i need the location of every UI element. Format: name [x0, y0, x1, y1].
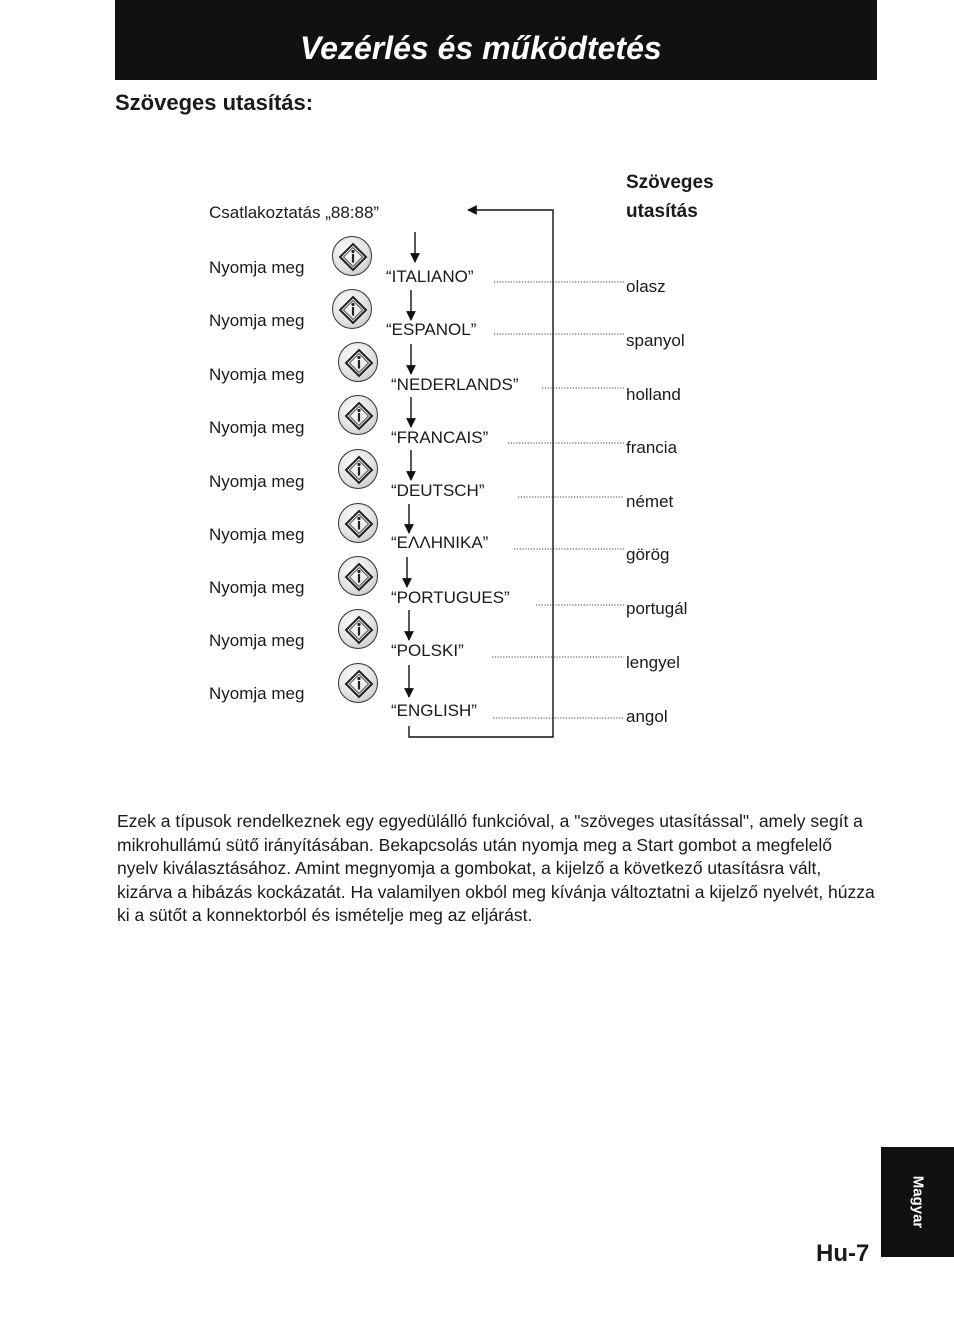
connect-label: Csatlakoztatás „88:88” — [209, 203, 380, 222]
column-heading-line-1: Szöveges — [626, 172, 714, 193]
display-text: “ITALIANO” — [386, 267, 474, 286]
section-heading: Szöveges utasítás: — [115, 90, 314, 115]
display-text: “ΕΛΛΗΝΙΚΑ” — [391, 533, 489, 552]
translation-text: holland — [626, 385, 681, 404]
translation-text: angol — [626, 707, 668, 726]
translation-text: spanyol — [626, 331, 685, 350]
press-label: Nyomja meg — [209, 258, 305, 277]
press-label: Nyomja meg — [209, 418, 305, 437]
display-text: “POLSKI” — [391, 641, 464, 660]
page-title: Vezérlés és működtetés — [300, 30, 662, 66]
language-tab-label: Magyar — [909, 1175, 926, 1229]
translation-text: portugál — [626, 599, 688, 618]
start-button-icon — [338, 663, 378, 703]
start-button-icon — [338, 449, 378, 489]
display-text: “FRANCAIS” — [391, 428, 489, 447]
press-label: Nyomja meg — [209, 631, 305, 650]
translation-text: olasz — [626, 277, 666, 296]
translation-text: német — [626, 492, 674, 511]
start-button-icon — [338, 609, 378, 649]
start-button-icon — [332, 289, 372, 329]
display-text: “ESPANOL” — [386, 320, 477, 339]
description-paragraph: Ezek a típusok rendelkeznek egy egyedülálló funkcióval, a "szöveges utasítással", amely segít a mikrohullámú sütő irányításában. Bekapcsolás után nyomja meg a Start gombot a megfelelő nyelv kiválasztásához. Amint megnyomja a gombokat, a kijelző a következő utasításra vált, kizárva a hibázás kockázatát. Ha valamilyen okból meg kívánja változtatni a kijelző nyelvét, húzza ki a sütőt a konnektorból és ismételje meg az eljárást. — [117, 811, 875, 925]
press-label: Nyomja meg — [209, 472, 305, 491]
display-text: “DEUTSCH” — [391, 481, 485, 500]
start-button-icon — [338, 556, 378, 596]
start-button-icon — [338, 342, 378, 382]
column-heading-line-2: utasítás — [626, 201, 698, 222]
start-button-icon — [332, 236, 372, 276]
press-label: Nyomja meg — [209, 525, 305, 544]
translation-text: görög — [626, 545, 670, 564]
page-number: Hu-7 — [816, 1240, 870, 1267]
translation-text: francia — [626, 438, 678, 457]
display-text: “PORTUGUES” — [391, 588, 510, 607]
press-label: Nyomja meg — [209, 365, 305, 384]
language-tab — [881, 1147, 954, 1257]
press-label: Nyomja meg — [209, 684, 305, 703]
display-text: “NEDERLANDS” — [391, 375, 519, 394]
start-button-icon — [338, 395, 378, 435]
start-button-icon — [338, 503, 378, 543]
press-label: Nyomja meg — [209, 311, 305, 330]
display-text: “ENGLISH” — [391, 701, 477, 720]
press-label: Nyomja meg — [209, 578, 305, 597]
translation-text: lengyel — [626, 653, 680, 672]
